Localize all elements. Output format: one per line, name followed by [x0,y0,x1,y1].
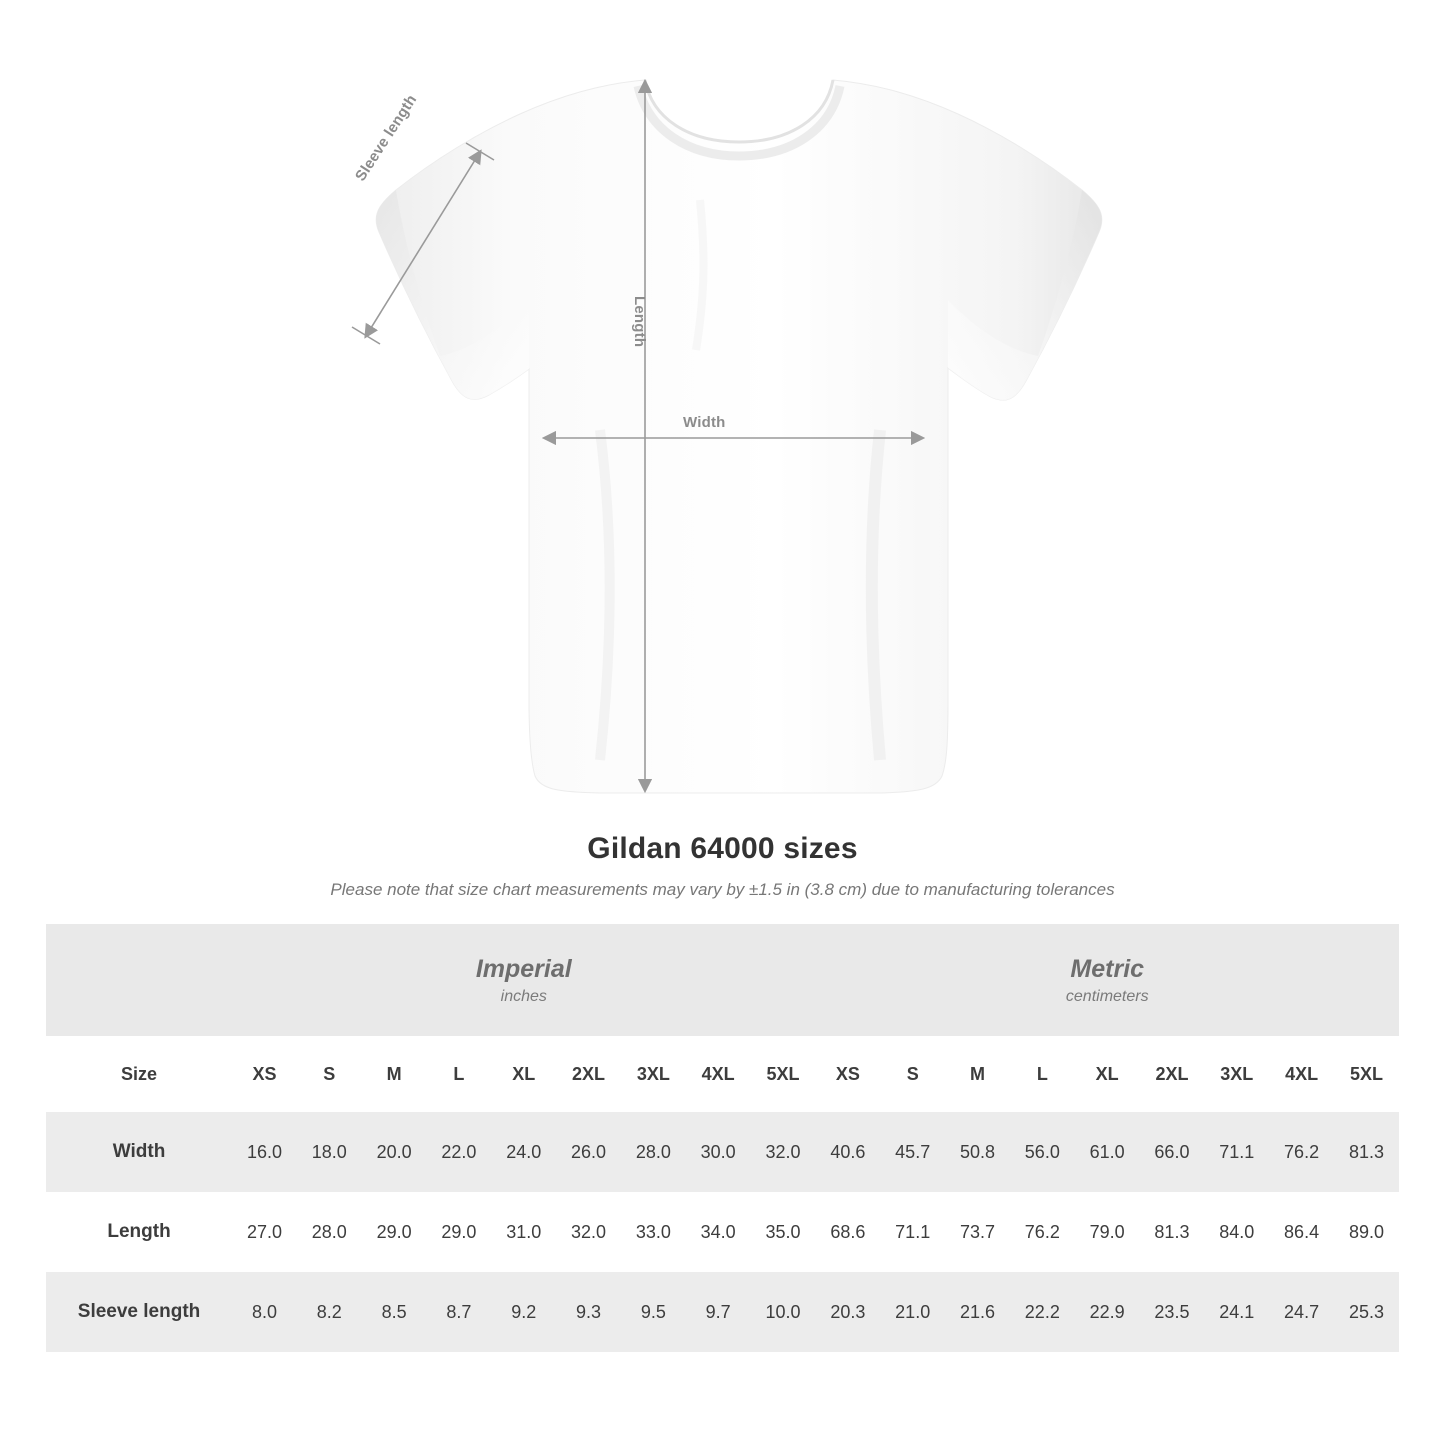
metric-group-header [815,924,1399,1036]
col-header-metric-5xl: 5XL [1334,1036,1399,1112]
metric-label: Metric [1070,955,1145,983]
cell-width-imperial-2xl: 26.0 [556,1112,621,1192]
col-header-imperial-l: L [427,1036,492,1112]
cell-length-imperial-m: 29.0 [362,1192,427,1272]
cell-sleeve-metric-m: 21.6 [945,1272,1010,1352]
cell-length-metric-3xl: 84.0 [1204,1192,1269,1272]
cell-width-metric-xs: 40.6 [815,1112,880,1192]
cell-width-imperial-4xl: 30.0 [686,1112,751,1192]
col-header-imperial-5xl: 5XL [751,1036,816,1112]
cell-sleeve-metric-5xl: 25.3 [1334,1272,1399,1352]
row-label-sleeve-length: Sleeve length [46,1272,232,1352]
col-header-imperial-m: M [362,1036,427,1112]
cell-sleeve-metric-xl: 22.9 [1075,1272,1140,1352]
cell-length-metric-s: 71.1 [880,1192,945,1272]
col-header-imperial-s: S [297,1036,362,1112]
row-label-width: Width [46,1112,232,1192]
page-title: Gildan 64000 sizes [587,832,858,865]
col-header-metric-m: M [945,1036,1010,1112]
size-table [46,924,1399,1352]
cell-width-imperial-m: 20.0 [362,1112,427,1192]
imperial-group-header [232,924,815,1036]
cell-sleeve-metric-4xl: 24.7 [1269,1272,1334,1352]
col-header-metric-3xl: 3XL [1204,1036,1269,1112]
col-header-metric-4xl: 4XL [1269,1036,1334,1112]
cell-sleeve-imperial-xs: 8.0 [232,1272,297,1352]
cell-sleeve-metric-s: 21.0 [880,1272,945,1352]
cell-length-imperial-s: 28.0 [297,1192,362,1272]
col-header-imperial-4xl: 4XL [686,1036,751,1112]
cell-width-imperial-xs: 16.0 [232,1112,297,1192]
table-row-sleeve-length [46,1272,1399,1352]
cell-width-metric-xl: 61.0 [1075,1112,1140,1192]
size-header-row [46,1036,1399,1112]
col-header-imperial-xs: XS [232,1036,297,1112]
cell-length-imperial-5xl: 35.0 [751,1192,816,1272]
width-label: Width [683,414,726,431]
cell-width-metric-l: 56.0 [1010,1112,1075,1192]
cell-length-metric-4xl: 86.4 [1269,1192,1334,1272]
cell-sleeve-imperial-xl: 9.2 [491,1272,556,1352]
cell-length-metric-5xl: 89.0 [1334,1192,1399,1272]
table-row-length [46,1192,1399,1272]
cell-width-imperial-xl: 24.0 [491,1112,556,1192]
cell-sleeve-metric-2xl: 23.5 [1140,1272,1205,1352]
size-header-cell: Size [46,1036,232,1112]
cell-length-metric-2xl: 81.3 [1140,1192,1205,1272]
col-header-imperial-xl: XL [491,1036,556,1112]
cell-sleeve-imperial-5xl: 10.0 [751,1272,816,1352]
unit-header-corner [46,924,232,1036]
cell-sleeve-imperial-4xl: 9.7 [686,1272,751,1352]
cell-length-metric-m: 73.7 [945,1192,1010,1272]
col-header-metric-l: L [1010,1036,1075,1112]
cell-length-imperial-2xl: 32.0 [556,1192,621,1272]
cell-width-imperial-l: 22.0 [427,1112,492,1192]
cell-width-metric-3xl: 71.1 [1204,1112,1269,1192]
cell-sleeve-imperial-3xl: 9.5 [621,1272,686,1352]
col-header-imperial-3xl: 3XL [621,1036,686,1112]
row-label-length: Length [46,1192,232,1272]
col-header-metric-2xl: 2XL [1140,1036,1205,1112]
cell-width-imperial-5xl: 32.0 [751,1112,816,1192]
cell-width-imperial-3xl: 28.0 [621,1112,686,1192]
cell-width-metric-5xl: 81.3 [1334,1112,1399,1192]
cell-sleeve-metric-xs: 20.3 [815,1272,880,1352]
length-label: Length [631,296,648,348]
cell-length-imperial-4xl: 34.0 [686,1192,751,1272]
col-header-imperial-2xl: 2XL [556,1036,621,1112]
cell-length-imperial-3xl: 33.0 [621,1192,686,1272]
col-header-metric-xs: XS [815,1036,880,1112]
cell-sleeve-imperial-l: 8.7 [427,1272,492,1352]
metric-unit: centimeters [1065,988,1149,1005]
cell-length-imperial-xl: 31.0 [491,1192,556,1272]
cell-width-metric-s: 45.7 [880,1112,945,1192]
cell-length-imperial-l: 29.0 [427,1192,492,1272]
col-header-metric-s: S [880,1036,945,1112]
cell-length-metric-xl: 79.0 [1075,1192,1140,1272]
cell-sleeve-metric-l: 22.2 [1010,1272,1075,1352]
table-row-width [46,1112,1399,1192]
cell-length-imperial-xs: 27.0 [232,1192,297,1272]
cell-width-imperial-s: 18.0 [297,1112,362,1192]
cell-width-metric-4xl: 76.2 [1269,1112,1334,1192]
imperial-label: Imperial [475,955,572,983]
cell-sleeve-imperial-s: 8.2 [297,1272,362,1352]
cell-sleeve-metric-3xl: 24.1 [1204,1272,1269,1352]
cell-width-metric-2xl: 66.0 [1140,1112,1205,1192]
size-table-wrapper [46,924,1399,1352]
sleeve-length-label: Sleeve length [352,91,421,185]
cell-width-metric-m: 50.8 [945,1112,1010,1192]
col-header-metric-xl: XL [1075,1036,1140,1112]
cell-length-metric-l: 76.2 [1010,1192,1075,1272]
imperial-unit: inches [500,988,547,1005]
cell-sleeve-imperial-m: 8.5 [362,1272,427,1352]
cell-length-metric-xs: 68.6 [815,1192,880,1272]
tolerance-note: Please note that size chart measurements may vary by ±1.5 in (3.8 cm) due to manufacturing tolerances [330,880,1115,899]
cell-sleeve-imperial-2xl: 9.3 [556,1272,621,1352]
unit-header-row [46,924,1399,1036]
